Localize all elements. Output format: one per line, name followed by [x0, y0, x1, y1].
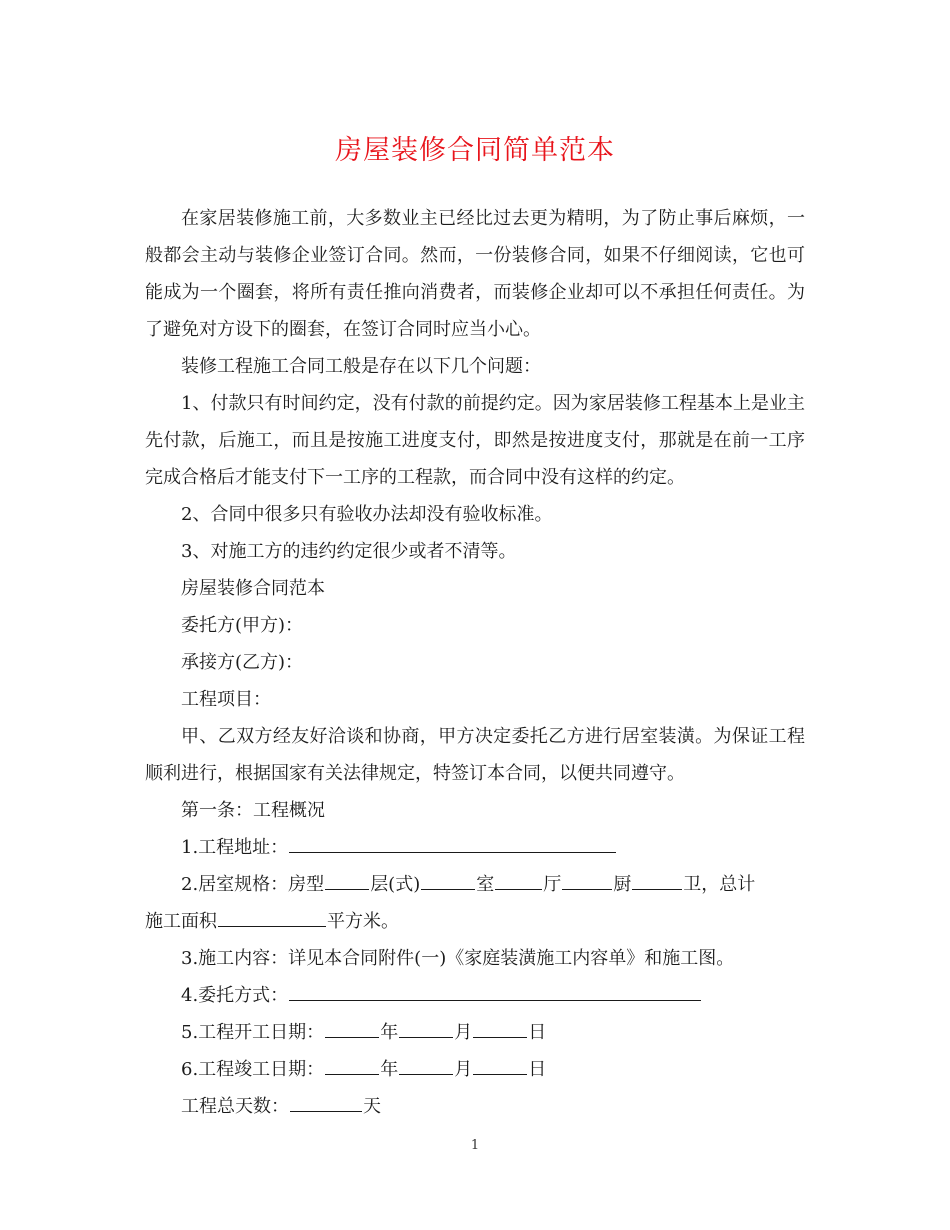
bath-label: 卫，总计 [683, 874, 756, 895]
agreement-paragraph: 甲、乙双方经友好洽谈和协商，甲方决定委托乙方进行居室装潢。为保证工程顺利进行，根据国家有关法律规定，特签订本合同，以便共同遵守。 [145, 726, 805, 784]
room-label: 室 [476, 874, 495, 895]
area-blank[interactable] [218, 908, 326, 927]
bath-blank[interactable] [632, 871, 682, 890]
hall-blank[interactable] [495, 871, 542, 890]
issue-2-paragraph: 2、合同中很多只有验收办法却没有验收标准。 [181, 504, 553, 525]
end-day-label: 日 [528, 1059, 547, 1080]
room-blank[interactable] [421, 871, 475, 890]
start-month-blank[interactable] [399, 1019, 453, 1038]
area-label: 施工面积 [145, 911, 217, 932]
kitchen-blank[interactable] [562, 871, 612, 890]
document-body [145, 200, 805, 1125]
start-month-label: 月 [454, 1022, 473, 1043]
room-spec-line [145, 866, 805, 903]
article-1-heading: 第一条：工程概况 [181, 800, 325, 821]
contract-subtitle: 房屋装修合同范本 [181, 578, 325, 599]
project-line: 工程项目： [181, 689, 271, 710]
room-spec-label: 2.居室规格：房型 [181, 874, 325, 895]
area-line [145, 903, 805, 940]
area-unit: 平方米。 [327, 911, 399, 932]
start-day-blank[interactable] [473, 1019, 527, 1038]
end-year-blank[interactable] [325, 1056, 379, 1075]
start-date-line [145, 1014, 805, 1051]
issue-1-paragraph: 1、付款只有时间约定，没有付款的前提约定。因为家居装修工程基本上是业主先付款，后施工，而且是按施工进度支付，即然是按进度支付，那就是在前一工序完成合格后才能支付下一工序的工程款，而合同中没有这样的约定。 [145, 393, 805, 488]
hall-label: 厅 [543, 874, 562, 895]
end-date-label: 6.工程竣工日期： [181, 1059, 325, 1080]
total-days-label: 工程总天数： [181, 1096, 289, 1117]
content-line: 3.施工内容：详见本合同附件(一)《家庭装潢施工内容单》和施工图。 [181, 948, 735, 969]
end-month-label: 月 [454, 1059, 473, 1080]
start-year-label: 年 [380, 1022, 399, 1043]
address-line [145, 829, 805, 866]
total-days-line [145, 1088, 805, 1125]
address-label: 1.工程地址： [181, 837, 289, 858]
end-month-blank[interactable] [399, 1056, 453, 1075]
total-days-blank[interactable] [290, 1093, 362, 1112]
method-blank[interactable] [289, 982, 701, 1001]
kitchen-label: 厨 [613, 874, 632, 895]
document-title: 房屋装修合同简单范本 [335, 135, 615, 166]
floor-label: 层(式) [370, 874, 421, 895]
start-day-label: 日 [528, 1022, 547, 1043]
total-days-unit: 天 [363, 1096, 381, 1117]
issue-3-paragraph: 3、对施工方的违约约定很少或者不清等。 [181, 541, 517, 562]
end-day-blank[interactable] [473, 1056, 527, 1075]
method-line [145, 977, 805, 1014]
floor-blank[interactable] [325, 871, 369, 890]
end-date-line [145, 1051, 805, 1088]
end-year-label: 年 [380, 1059, 399, 1080]
page-number: 1 [470, 1138, 480, 1153]
intro-paragraph: 在家居装修施工前，大多数业主已经比过去更为精明，为了防止事后麻烦，一般都会主动与装修企业签订合同。然而，一份装修合同，如果不仔细阅读，它也可能成为一个圈套，将所有责任推向消费者，而装修企业却可以不承担任何责任。为了避免对方设下的圈套，在签订合同时应当小心。 [145, 208, 805, 340]
method-label: 4.委托方式： [181, 985, 289, 1006]
issues-intro-paragraph: 装修工程施工合同工般是存在以下几个问题： [181, 356, 541, 377]
start-year-blank[interactable] [325, 1019, 379, 1038]
start-date-label: 5.工程开工日期： [181, 1022, 325, 1043]
party-a-line: 委托方(甲方)： [181, 615, 304, 636]
party-b-line: 承接方(乙方)： [181, 652, 304, 673]
address-blank[interactable] [289, 834, 616, 853]
